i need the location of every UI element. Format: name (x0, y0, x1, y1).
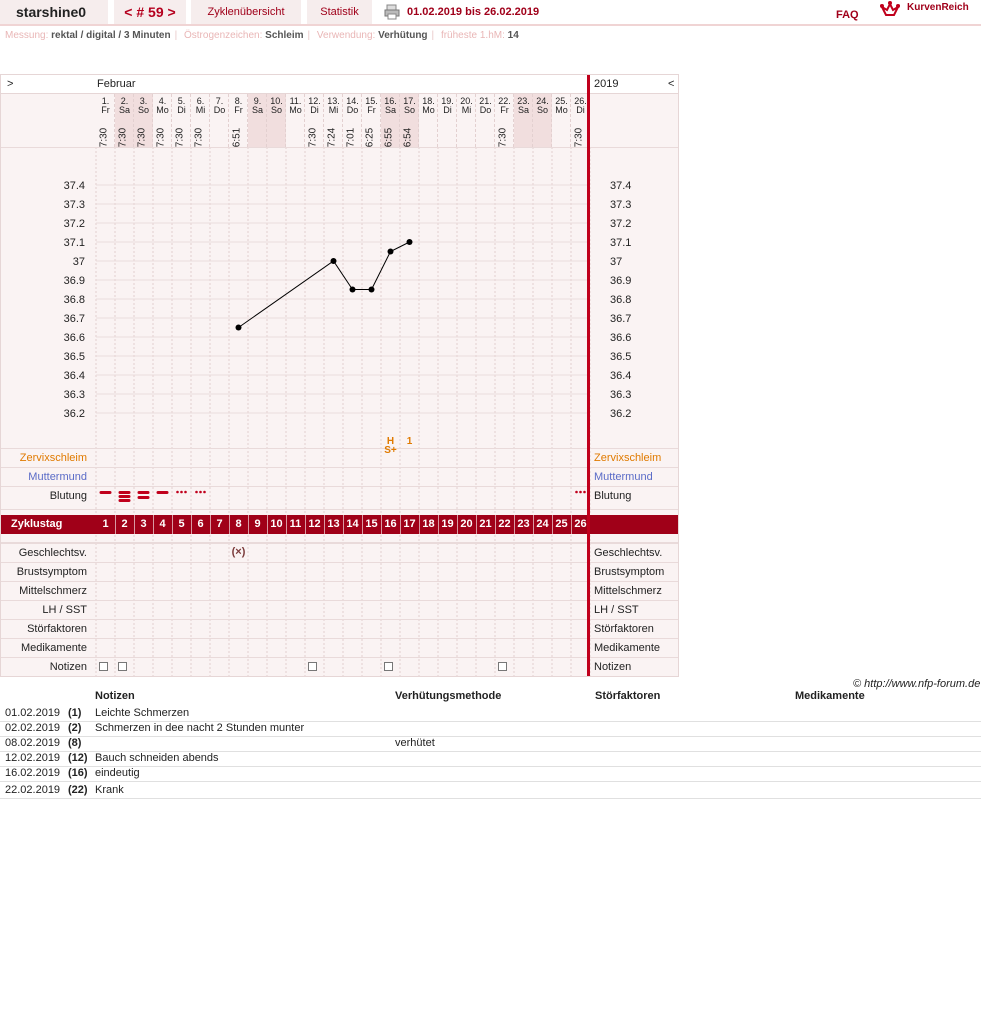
bleeding-mark (176, 491, 179, 494)
day-number: 11. (289, 96, 302, 106)
weekday: Mi (461, 105, 472, 115)
day-number: 6. (196, 96, 205, 106)
cycle-day-13: 13 (327, 518, 340, 530)
cycle-chart (0, 74, 679, 677)
temp-tick-right: 36.9 (610, 275, 632, 287)
temp-tick-left: 36.2 (63, 408, 85, 420)
cycle-day-divider (134, 515, 135, 534)
cycle-day-divider (324, 515, 325, 534)
note-cycle-day: (12) (68, 752, 88, 764)
day-number: 26. (574, 96, 587, 106)
day-number: 24. (536, 96, 549, 106)
temperature-point (350, 287, 356, 293)
cycle-day-22: 22 (498, 518, 511, 530)
measure-time: 7:30 (573, 127, 585, 148)
copyright: © http://www.nfp-forum.de (853, 678, 981, 690)
weekday: Fr (500, 105, 509, 115)
note-icon[interactable] (308, 662, 317, 671)
cycle-day-9: 9 (254, 518, 261, 530)
cycle-day-19: 19 (441, 518, 454, 530)
temp-tick-right: 36.4 (610, 370, 632, 382)
row-label-cervix-right: Muttermund (594, 471, 653, 483)
bleeding-mark (579, 491, 582, 494)
cycle-day-10: 10 (270, 518, 283, 530)
disturbance-col-header: Störfaktoren (595, 690, 661, 702)
estrogen-value: Schleim (265, 30, 304, 41)
day-number: 22. (498, 96, 511, 106)
temp-tick-right: 37.1 (610, 237, 632, 249)
weekday: Di (177, 105, 186, 115)
logo-text[interactable]: KurvenReich (907, 2, 969, 13)
faq-link[interactable]: FAQ (836, 9, 859, 21)
temperature-point (369, 287, 375, 293)
info-bar: Messung: rektal / digital / 3 Minuten | Östrogenzeichen: Schleim | Verwendung: Verhütung | früheste 1.hM: 14 (5, 30, 519, 41)
username: starshine0 (0, 0, 108, 24)
row-separator (1, 600, 678, 601)
row-separator (1, 542, 678, 543)
cycle-day-label: Zyklustag (11, 518, 63, 530)
bleeding-mark (180, 491, 183, 494)
day-number: 21. (479, 96, 492, 106)
note-cycle-day: (22) (68, 784, 88, 796)
bleeding-mark (203, 491, 206, 494)
weekday: Do (213, 105, 226, 115)
temp-tick-right: 37.4 (610, 180, 632, 192)
temperature-point (236, 325, 242, 331)
cycle-day-divider (438, 515, 439, 534)
next-cycle-arrow[interactable]: < (668, 78, 675, 90)
day-number: 19. (441, 96, 454, 106)
day-number: 16. (384, 96, 397, 106)
weekday: So (403, 105, 415, 115)
note-date: 12.02.2019 (5, 752, 61, 764)
weekday: Mo (156, 105, 169, 115)
temp-tick-right: 36.3 (610, 389, 632, 401)
note-icon[interactable] (498, 662, 507, 671)
date-range: 01.02.2019 bis 26.02.2019 (407, 6, 540, 18)
cycle-day-divider (457, 515, 458, 534)
day-number: 1. (101, 96, 110, 106)
cycle-day-15: 15 (365, 518, 378, 530)
note-cycle-day: (16) (68, 767, 88, 779)
cycle-day-4: 4 (159, 518, 166, 530)
cycle-day-divider (552, 515, 553, 534)
measure-time: 7:30 (193, 127, 205, 148)
temp-tick-left: 36.9 (63, 275, 85, 287)
cycle-day-18: 18 (422, 518, 435, 530)
temp-tick-left: 36.4 (63, 370, 85, 382)
bleeding-mark (119, 499, 131, 502)
temp-tick-right: 36.5 (610, 351, 632, 363)
weekday: Mi (195, 105, 206, 115)
row-label-6-right: Notizen (594, 661, 632, 673)
day-number: 14. (346, 96, 359, 106)
note-date: 22.02.2019 (5, 784, 61, 796)
cycle-day-6: 6 (197, 518, 204, 530)
row-label-cervix: Muttermund (28, 471, 87, 483)
measure-time: 6:54 (402, 127, 414, 148)
row-label-3: LH / SST (42, 604, 87, 616)
row-label-cervical-right: Zervixschleim (594, 452, 662, 464)
cycle-day-25: 25 (555, 518, 568, 530)
row-label-4-right: Störfaktoren (594, 623, 654, 635)
row-label-2: Mittelschmerz (19, 585, 87, 597)
row-label-bleeding-right: Blutung (594, 490, 632, 502)
measure-time: 6:25 (364, 127, 376, 148)
cycle-day-1: 1 (102, 518, 109, 530)
day-number: 23. (517, 96, 530, 106)
weekday: Sa (118, 105, 130, 115)
weekday: Di (576, 105, 585, 115)
temp-tick-left: 36.5 (63, 351, 85, 363)
cycle-day-12: 12 (308, 518, 321, 530)
row-separator (1, 467, 678, 468)
cycle-day-14: 14 (346, 518, 359, 530)
note-text: Krank (95, 784, 124, 796)
temp-tick-left: 36.6 (63, 332, 85, 344)
cycle-day-divider (229, 515, 230, 534)
cycle-day-divider (115, 515, 116, 534)
note-text: Bauch schneiden abends (95, 752, 219, 764)
cycle-day-divider (476, 515, 477, 534)
row-label-1: Brustsymptom (16, 566, 87, 578)
print-icon[interactable] (384, 0, 402, 24)
row-label-2-right: Mittelschmerz (594, 585, 662, 597)
tab-cycle-overview[interactable]: Zyklenübersicht (191, 0, 301, 24)
day-number: 13. (327, 96, 340, 106)
row-separator (1, 486, 678, 487)
row-separator (1, 581, 678, 582)
cycle-day-16: 16 (384, 518, 397, 530)
note-text: eindeutig (95, 767, 140, 779)
bleeding-mark (199, 491, 202, 494)
header-separator (1, 147, 678, 148)
temperature-plot (1, 75, 678, 676)
bleeding-mark (119, 495, 131, 498)
weekday: So (137, 105, 149, 115)
row-label-0-right: Geschlechtsv. (594, 547, 663, 559)
measure-time: 7:30 (307, 127, 319, 148)
temp-tick-right: 37 (610, 256, 623, 268)
table-row (0, 783, 981, 799)
cycle-day-7: 7 (216, 518, 223, 530)
bleeding-mark (100, 491, 112, 494)
crown-logo-icon[interactable] (880, 0, 900, 24)
day-number: 8. (234, 96, 243, 106)
row-separator (1, 562, 678, 563)
cycle-day-divider (571, 515, 572, 534)
note-text: Leichte Schmerzen (95, 707, 190, 719)
bleeding-mark (184, 491, 187, 494)
row-separator (1, 619, 678, 620)
measure-time: 7:24 (326, 127, 338, 148)
cycle-day-divider (267, 515, 268, 534)
temp-tick-left: 36.7 (63, 313, 85, 325)
weekday: So (270, 105, 282, 115)
bleeding-mark (138, 491, 150, 494)
day-number: 9. (253, 96, 262, 106)
month-label: Februar (97, 78, 136, 90)
measure-time: 7:30 (136, 127, 148, 148)
note-date: 02.02.2019 (5, 722, 61, 734)
cycle-day-divider (400, 515, 401, 534)
temp-tick-left: 37.4 (63, 180, 85, 192)
row-label-6: Notizen (49, 661, 87, 673)
table-row (0, 751, 981, 767)
temperature-point (331, 258, 337, 264)
temp-tick-left: 36.3 (63, 389, 85, 401)
measure-label: Messung: (5, 30, 49, 41)
earliest-value: 14 (507, 30, 519, 41)
note-icon[interactable] (118, 662, 127, 671)
cycle-day-2: 2 (121, 518, 128, 530)
measure-time: 7:30 (174, 127, 186, 148)
bleeding-mark (195, 491, 198, 494)
note-text: Schmerzen in dee nacht 2 Stunden munter (95, 722, 305, 734)
temp-tick-right: 36.7 (610, 313, 632, 325)
row-label-0: Geschlechtsv. (18, 547, 87, 559)
high-index: 1 (406, 436, 413, 447)
cycle-day-divider (495, 515, 496, 534)
temp-tick-right: 36.2 (610, 408, 632, 420)
cycle-day-divider (533, 515, 534, 534)
weekday: Sa (384, 105, 396, 115)
row-label-5-right: Medikamente (594, 642, 661, 654)
row-label-1-right: Brustsymptom (594, 566, 665, 578)
cycle-day-8: 8 (235, 518, 242, 530)
table-row (0, 721, 981, 737)
usage-value: Verhütung (378, 30, 428, 41)
meds-col-header: Medikamente (795, 690, 865, 702)
cycle-day-divider (191, 515, 192, 534)
intercourse-mark[interactable]: (×) (231, 546, 246, 558)
year-label: 2019 (594, 78, 619, 90)
weekday: Mi (328, 105, 339, 115)
weekday: Do (346, 105, 359, 115)
note-icon[interactable] (99, 662, 108, 671)
temperature-point (407, 239, 413, 245)
temp-tick-right: 36.8 (610, 294, 632, 306)
weekday: So (536, 105, 548, 115)
high-marker: H (386, 436, 395, 447)
row-label-5: Medikamente (20, 642, 87, 654)
cycle-day-divider (514, 515, 515, 534)
table-row (0, 736, 981, 752)
cycle-day-5: 5 (178, 518, 185, 530)
cycle-day-band (1, 515, 678, 534)
temp-tick-left: 37.2 (63, 218, 85, 230)
cycle-day-divider (286, 515, 287, 534)
note-cycle-day: (1) (68, 707, 82, 719)
cycle-day-26: 26 (574, 518, 587, 530)
day-number: 18. (422, 96, 435, 106)
weekday: Di (443, 105, 452, 115)
row-label-cervical: Zervixschleim (19, 452, 87, 464)
row-separator (1, 657, 678, 658)
cycle-day-divider (210, 515, 211, 534)
row-separator (1, 543, 678, 544)
cycle-day-divider (343, 515, 344, 534)
temp-tick-right: 37.2 (610, 218, 632, 230)
temperature-point (388, 249, 394, 255)
row-label-3-right: LH / SST (594, 604, 639, 616)
temp-tick-left: 37.3 (63, 199, 85, 211)
measure-time: 7:30 (117, 127, 129, 148)
weekday: Mo (555, 105, 568, 115)
day-number: 12. (308, 96, 321, 106)
earliest-label: früheste 1.hM: (440, 30, 505, 41)
day-number: 2. (120, 96, 129, 106)
temp-tick-right: 37.3 (610, 199, 632, 211)
cycle-day-divider (362, 515, 363, 534)
note-method: verhütet (395, 737, 435, 749)
day-number: 15. (365, 96, 378, 106)
estrogen-label: Östrogenzeichen: (184, 30, 263, 41)
notes-col-header: Notizen (95, 690, 135, 702)
bleeding-mark (157, 491, 169, 494)
weekday: Mo (289, 105, 302, 115)
weekday: Sa (251, 105, 263, 115)
measure-time: 7:30 (98, 127, 110, 148)
cycle-day-3: 3 (140, 518, 147, 530)
cycle-day-20: 20 (460, 518, 473, 530)
row-separator (1, 638, 678, 639)
table-row (0, 706, 981, 722)
cycle-day-divider (305, 515, 306, 534)
day-number: 10. (270, 96, 283, 106)
cycle-day-23: 23 (517, 518, 530, 530)
day-number: 4. (158, 96, 167, 106)
day-number: 3. (139, 96, 148, 106)
temp-tick-left: 37.1 (63, 237, 85, 249)
day-number: 7. (215, 96, 224, 106)
cycle-day-divider (381, 515, 382, 534)
bleeding-mark (119, 491, 131, 494)
note-date: 16.02.2019 (5, 767, 61, 779)
note-cycle-day: (8) (68, 737, 82, 749)
row-label-bleeding: Blutung (49, 490, 87, 502)
row-label-4: Störfaktoren (27, 623, 87, 635)
measure-time: 7:01 (345, 127, 357, 148)
cycle-day-divider (248, 515, 249, 534)
bleeding-mark (583, 491, 586, 494)
cycle-end-line (587, 75, 590, 676)
row-separator (1, 509, 678, 510)
temp-tick-right: 36.6 (610, 332, 632, 344)
cycle-day-24: 24 (536, 518, 549, 530)
weekday: Fr (234, 105, 243, 115)
weekday: Mo (422, 105, 435, 115)
note-icon[interactable] (384, 662, 393, 671)
mucus-symbol: S+ (384, 445, 397, 456)
cycle-day-11: 11 (289, 518, 302, 530)
day-number: 25. (555, 96, 568, 106)
note-date: 01.02.2019 (5, 707, 61, 719)
row-separator (1, 448, 678, 449)
bleeding-mark (138, 496, 150, 499)
tab-statistics[interactable]: Statistik (307, 0, 372, 24)
measure-time: 6:55 (383, 127, 395, 148)
usage-label: Verwendung: (316, 30, 376, 41)
cycle-navigation[interactable]: < # 59 > (114, 0, 186, 24)
weekday: Di (310, 105, 319, 115)
measure-value: rektal / digital / 3 Minuten (51, 30, 171, 41)
temp-tick-left: 36.8 (63, 294, 85, 306)
measure-time: 6:51 (231, 127, 243, 148)
prev-cycle-arrow[interactable]: > (7, 78, 14, 90)
note-cycle-day: (2) (68, 722, 82, 734)
cycle-day-divider (172, 515, 173, 534)
top-bar (0, 0, 981, 26)
cycle-day-21: 21 (479, 518, 492, 530)
weekday: Fr (101, 105, 110, 115)
weekday: Do (479, 105, 492, 115)
measure-time: 7:30 (155, 127, 167, 148)
bleeding-mark (575, 491, 578, 494)
measure-time: 7:30 (497, 127, 509, 148)
weekday: Sa (517, 105, 529, 115)
weekday: Fr (367, 105, 376, 115)
day-number: 20. (460, 96, 473, 106)
cycle-day-divider (153, 515, 154, 534)
note-date: 08.02.2019 (5, 737, 61, 749)
cycle-day-divider (419, 515, 420, 534)
day-number: 17. (403, 96, 416, 106)
temp-tick-left: 37 (72, 256, 85, 268)
day-number: 5. (177, 96, 186, 106)
method-col-header: Verhütungsmethode (395, 690, 502, 702)
table-row (0, 766, 981, 782)
cycle-day-17: 17 (403, 518, 416, 530)
